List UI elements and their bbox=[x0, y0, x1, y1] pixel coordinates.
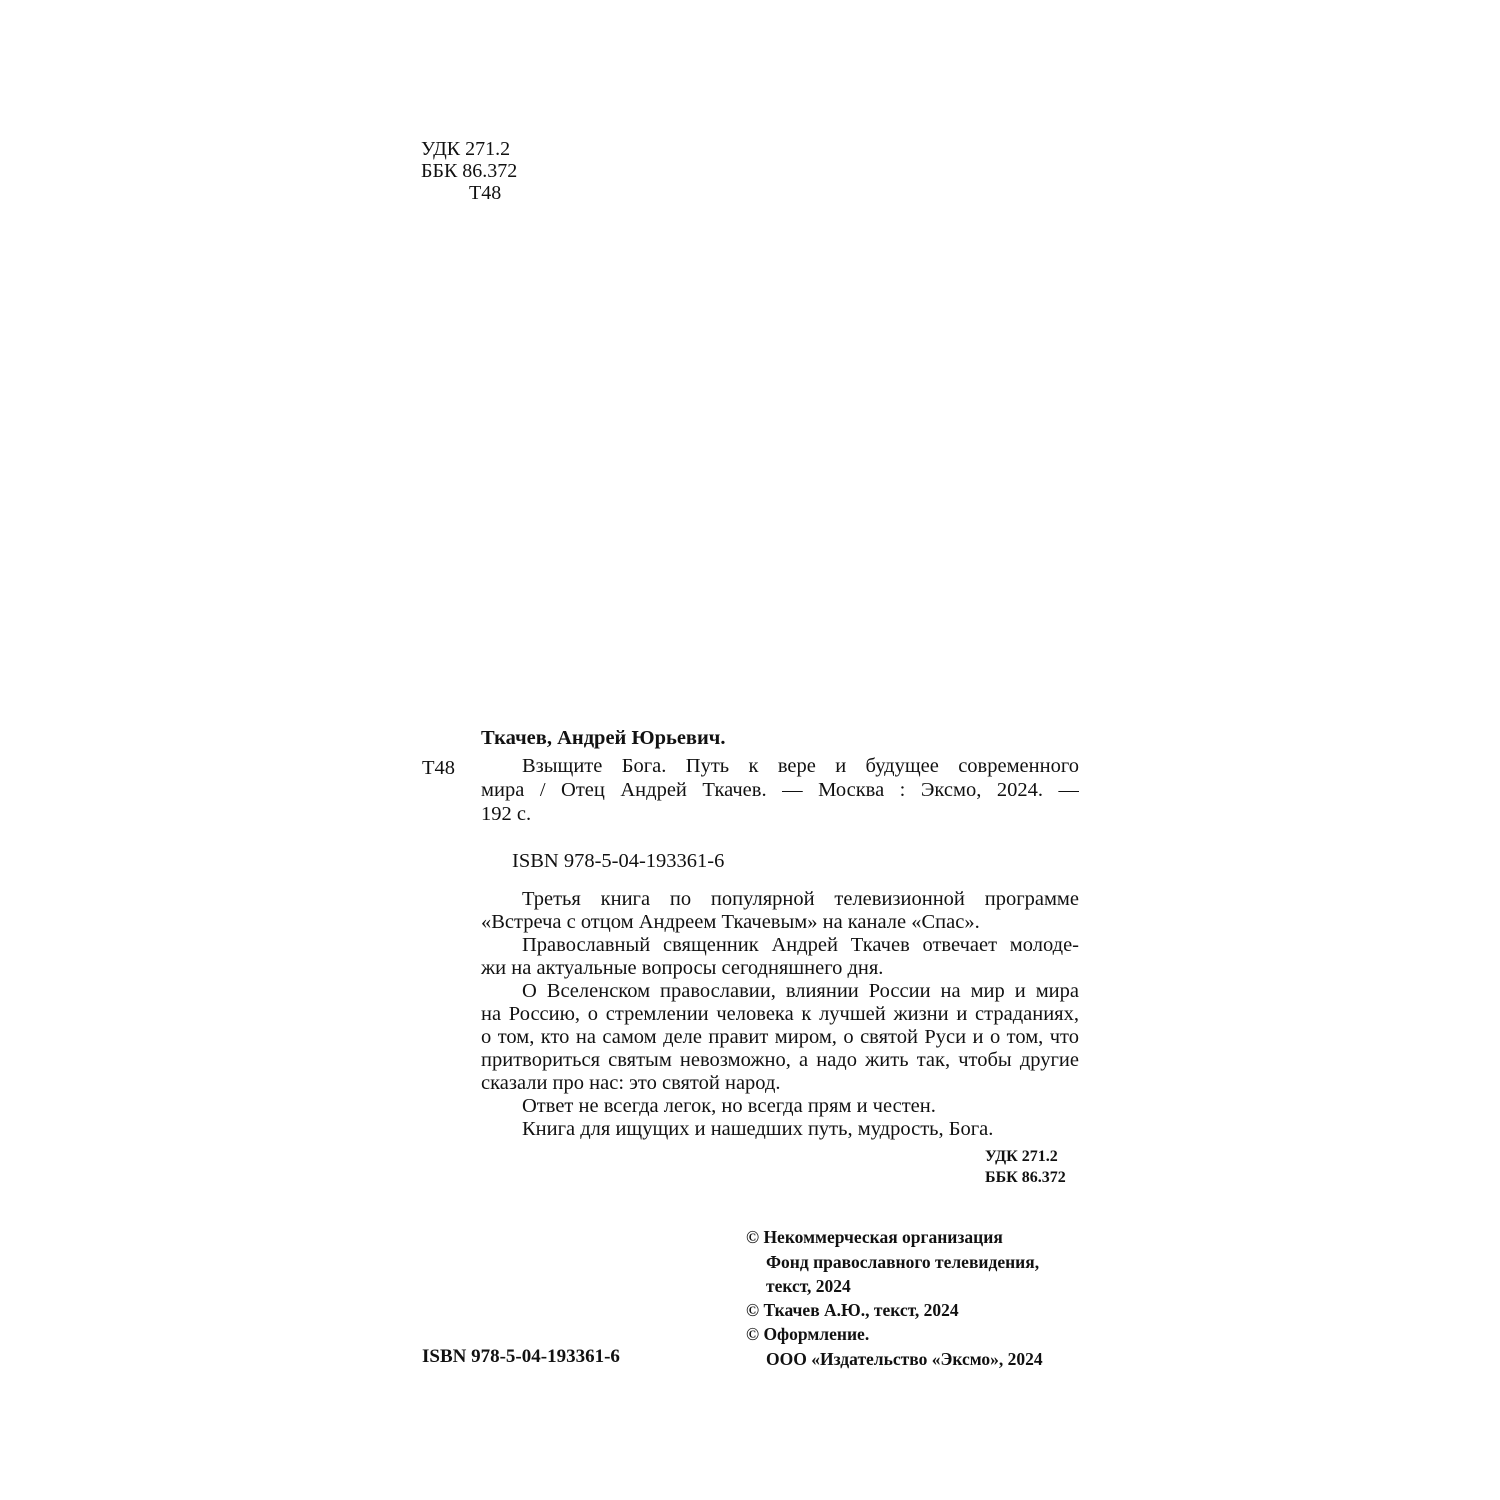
copyright-line: Фонд православного телевидения, bbox=[766, 1252, 1040, 1272]
annotation-line: о том, кто на самом деле правит миром, о святой Руси и о том, что bbox=[481, 1026, 1079, 1048]
copyright-line: © Оформление. bbox=[746, 1324, 870, 1344]
annotation-line: на Россию, о стремлении человека к лучшей жизни и страданиях, bbox=[481, 1003, 1079, 1025]
top-author-code: T48 bbox=[469, 182, 502, 204]
bottom-udk: УДК 271.2 bbox=[985, 1148, 1058, 1165]
bottom-bbk: ББК 86.372 bbox=[985, 1169, 1066, 1186]
annotation-line: жи на актуальные вопросы сегодняшнего дня. bbox=[481, 957, 884, 979]
annotation-line: Ответ не всегда легок, но всегда прям и честен. bbox=[522, 1095, 936, 1117]
isbn-line: ISBN 978-5-04-193361-6 bbox=[512, 850, 725, 872]
annotation-line: О Вселенском православии, влиянии России на мир и мира bbox=[522, 980, 1079, 1002]
annotation-line: Православный священник Андрей Ткачев отвечает молоде- bbox=[522, 934, 1079, 956]
annotation-line: сказали про нас: это святой народ. bbox=[481, 1072, 781, 1094]
bottom-isbn: ISBN 978-5-04-193361-6 bbox=[422, 1346, 620, 1367]
copyright-line: © Ткачев А.Ю., текст, 2024 bbox=[746, 1300, 959, 1320]
copyright-line: © Некоммерческая организация bbox=[746, 1227, 1003, 1247]
annotation-line: Третья книга по популярной телевизионной программе bbox=[522, 888, 1079, 910]
annotation-line: «Встреча с отцом Андреем Ткачевым» на канале «Спас». bbox=[481, 911, 980, 933]
copyright-line: текст, 2024 bbox=[766, 1276, 851, 1296]
annotation-line: притвориться святым невозможно, а надо жить так, чтобы другие bbox=[481, 1049, 1079, 1071]
title-line-2: мира / Отец Андрей Ткачев. — Москва : Эксмо, 2024. — bbox=[481, 779, 1079, 801]
side-author-code: T48 bbox=[422, 757, 456, 779]
annotation-line: Книга для ищущих и нашедших путь, мудрость, Бога. bbox=[522, 1118, 994, 1140]
top-bbk: ББК 86.372 bbox=[421, 160, 518, 182]
top-udk: УДК 271.2 bbox=[421, 138, 511, 160]
author-heading: Ткачев, Андрей Юрьевич. bbox=[481, 727, 726, 749]
title-line-3: 192 с. bbox=[481, 803, 532, 825]
title-line-1: Взыщите Бога. Путь к вере и будущее современного bbox=[522, 755, 1079, 777]
copyright-line: ООО «Издательство «Эксмо», 2024 bbox=[766, 1349, 1043, 1369]
